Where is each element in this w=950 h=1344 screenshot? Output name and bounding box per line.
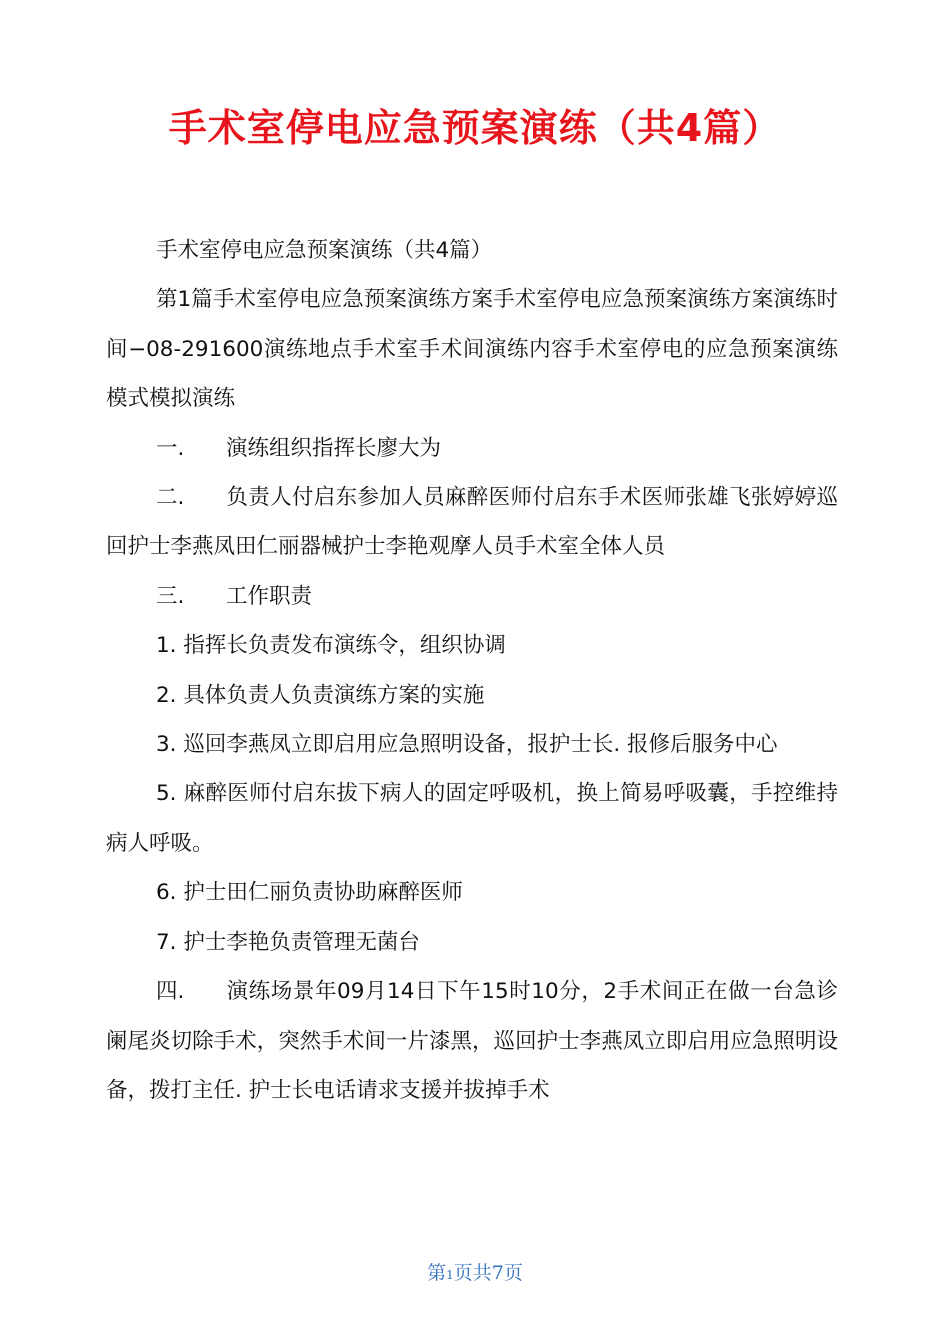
list-item: 3. 巡回李燕凤立即启用应急照明设备，报护士长. 报修后服务中心 [156, 732, 778, 758]
list-item: 5. 麻醉医师付启东拔下病人的固定呼吸机，换上简易呼吸囊，手控维持病人呼吸。 [106, 781, 838, 856]
paragraph-heading: 手术室停电应急预案演练（共4篇） [156, 238, 493, 263]
document-title: 手术室停电应急预案演练（共4篇） [168, 106, 782, 150]
section-one: 一. 演练组织指挥长廖大为 [106, 424, 838, 473]
section-number: 二. [156, 485, 185, 511]
list-item: 1. 指挥长负责发布演练令，组织协调 [156, 633, 506, 659]
footer-page-number: 1 [446, 1268, 454, 1282]
footer-suffix: 页 [503, 1262, 523, 1284]
document-body [106, 226, 838, 1115]
section-number: 四. [156, 979, 185, 1005]
footer-total-pages: 7 [491, 1262, 504, 1284]
section-four: 四. 演练场景年09月14日下午15时10分，2手术间正在做一台急诊阑尾炎切除手术，突然手术间一片漆黑，巡回护士李燕凤立即启用应急照明设备，拨打主任. 护士长电话请求支援并拔掉手术 [106, 967, 838, 1115]
footer-middle: 页共 [453, 1262, 492, 1284]
section-three: 三. 工作职责 [106, 572, 838, 621]
list-item: 7. 护士李艳负责管理无菌台 [156, 929, 420, 955]
list-item: 2. 具体负责人负责演练方案的实施 [156, 682, 485, 708]
section-two: 二. 负责人付启东参加人员麻醉医师付启东手术医师张雄飞张婷婷巡回护士李燕凤田仁丽器械护士李艳观摩人员手术室全体人员 [106, 473, 838, 572]
section-number: 一. [156, 435, 185, 461]
page-footer [0, 1258, 950, 1285]
list-item: 6. 护士田仁丽负责协助麻醉医师 [156, 880, 463, 906]
footer-prefix: 第 [427, 1262, 447, 1284]
section-number: 三. [156, 583, 185, 609]
paragraph-intro: 第1篇手术室停电应急预案演练方案手术室停电应急预案演练方案演练时间−08-291600演练地点手术室手术间演练内容手术室停电的应急预案演练模式模拟演练 [106, 287, 838, 412]
